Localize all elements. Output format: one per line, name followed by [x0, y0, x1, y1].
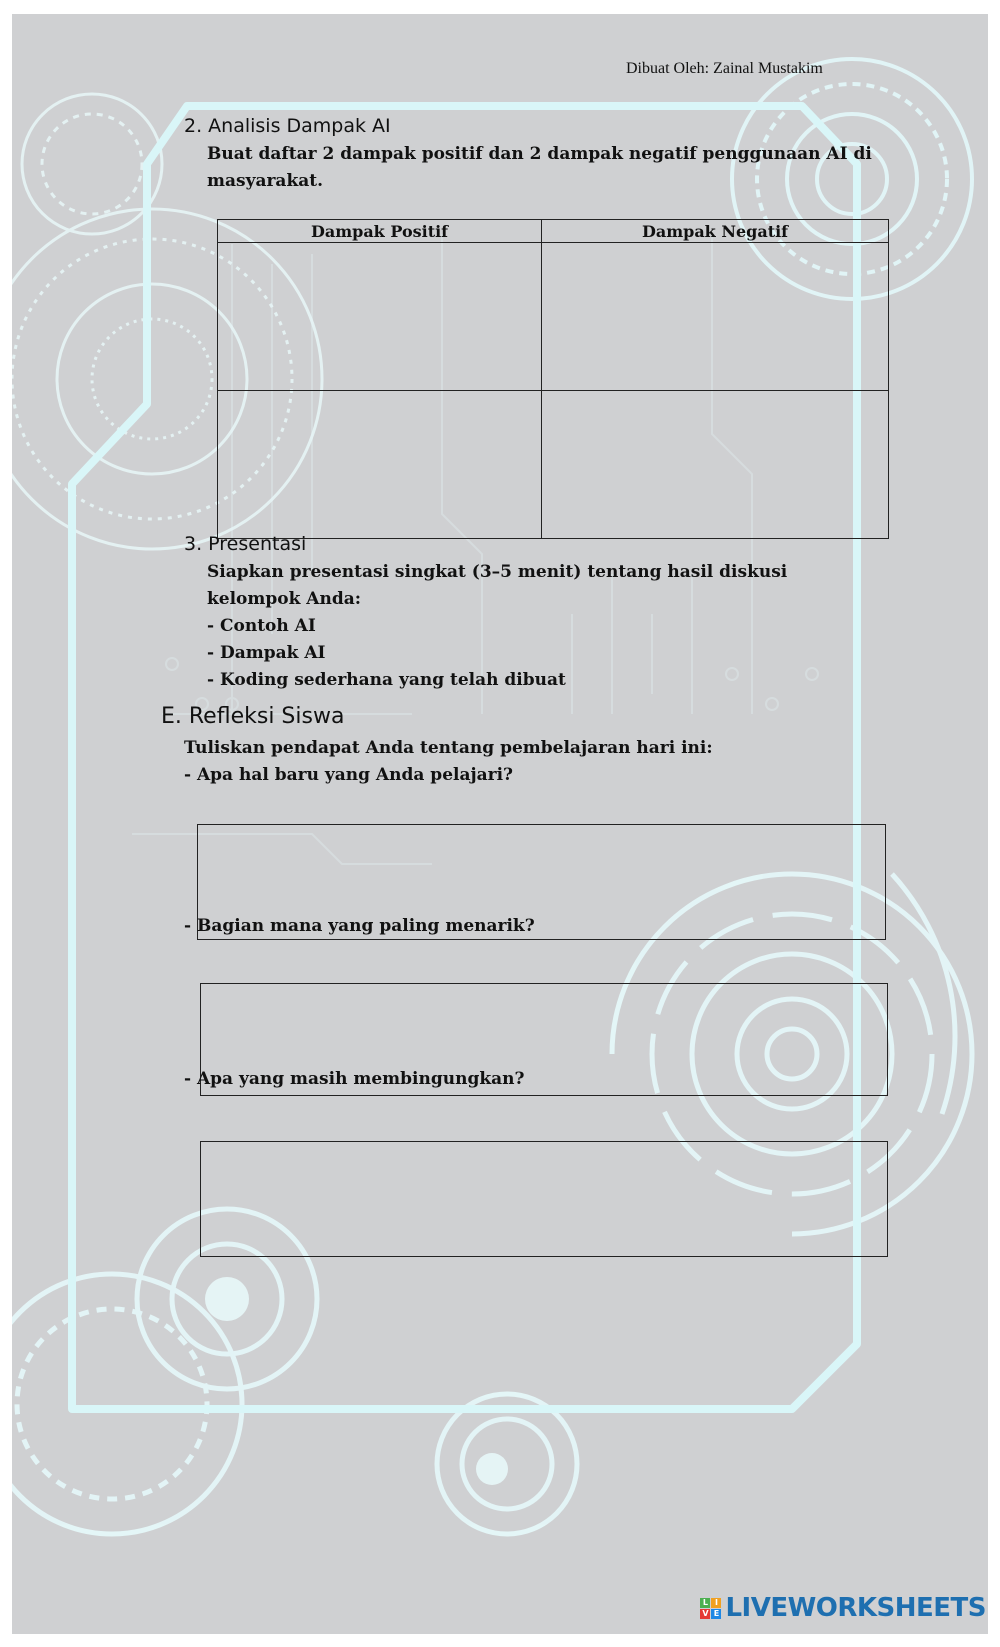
presentation-item: - Contoh AI — [207, 616, 316, 636]
logo-letter: V — [702, 1608, 709, 1618]
section-3-heading: 3. Presentasi — [184, 533, 307, 555]
author-credit: Dibuat Oleh: Zainal Mustakim — [626, 60, 823, 77]
positive-impact-cell-2[interactable] — [218, 391, 542, 539]
reflection-question-1: - Apa hal baru yang Anda pelajari? — [184, 765, 514, 785]
liveworksheets-wordmark: LIVEWORKSHEETS — [725, 1593, 986, 1623]
logo-letter: I — [711, 1598, 721, 1608]
section-e-heading: E. Refleksi Siswa — [161, 704, 345, 729]
worksheet-page — [12, 14, 988, 1634]
logo-letter: E — [711, 1609, 721, 1619]
reflection-question-2: - Bagian mana yang paling menarik? — [184, 916, 535, 936]
liveworksheets-logo-icon — [700, 1598, 721, 1619]
table-row — [218, 243, 889, 391]
reflection-intro: Tuliskan pendapat Anda tentang pembelajaran hari ini: — [184, 738, 713, 758]
impact-table — [217, 219, 889, 539]
positive-impact-cell-1[interactable] — [218, 243, 542, 391]
section-3-line-2: kelompok Anda: — [207, 589, 362, 609]
section-3-line-1: Siapkan presentasi singkat (3–5 menit) tentang hasil diskusi — [207, 562, 788, 582]
section-2-heading: 2. Analisis Dampak AI — [184, 115, 391, 137]
liveworksheets-logo[interactable] — [700, 1593, 986, 1623]
impact-table-header — [218, 220, 889, 243]
logo-letter: L — [700, 1598, 710, 1608]
negative-impact-cell-2[interactable] — [542, 391, 889, 539]
reflection-answer-box-3[interactable] — [200, 1141, 888, 1257]
presentation-item: - Dampak AI — [207, 643, 326, 663]
section-2-instruction-line-1: Buat daftar 2 dampak positif dan 2 dampak negatif penggunaan AI di — [207, 144, 872, 164]
column-header-positive: Dampak Positif — [218, 220, 542, 243]
negative-impact-cell-1[interactable] — [542, 243, 889, 391]
section-2-instruction-line-2: masyarakat. — [207, 171, 324, 191]
presentation-item: - Koding sederhana yang telah dibuat — [207, 670, 566, 690]
column-header-negative: Dampak Negatif — [542, 220, 889, 243]
reflection-question-3: - Apa yang masih membingungkan? — [184, 1069, 525, 1089]
table-row — [218, 391, 889, 539]
